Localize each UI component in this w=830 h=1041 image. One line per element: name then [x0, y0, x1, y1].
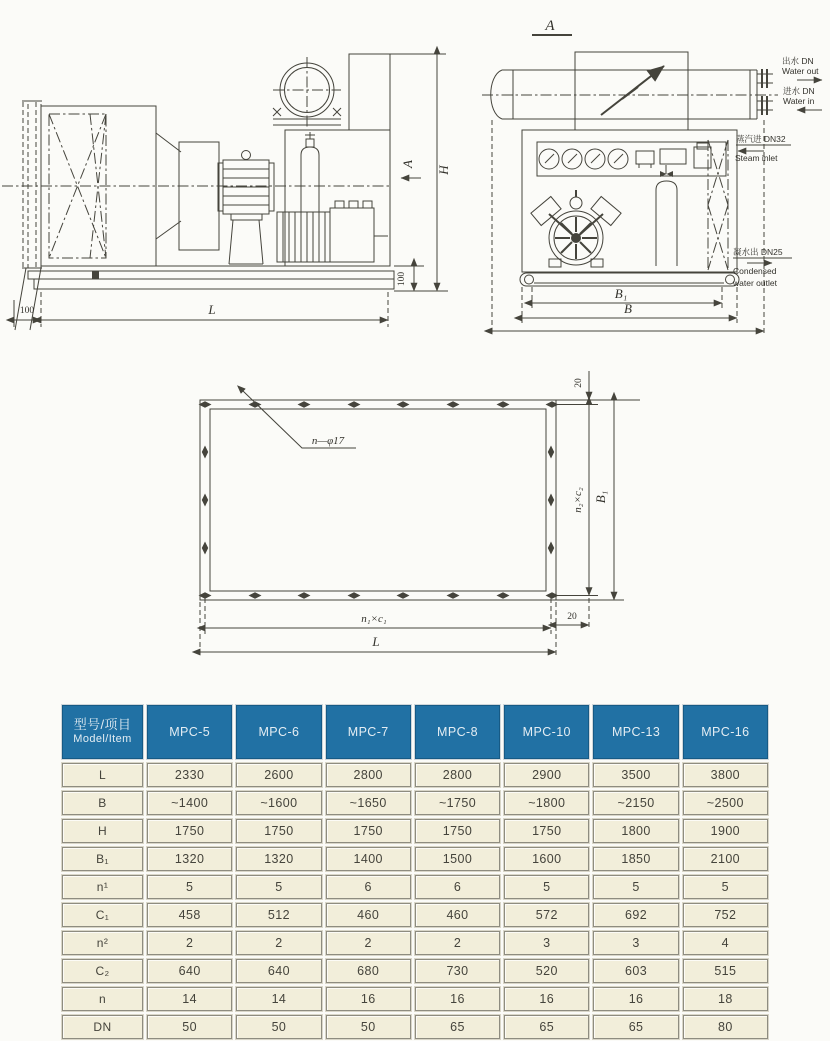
- table-cell: 515: [683, 959, 768, 983]
- table-cell: 1750: [236, 819, 321, 843]
- dim-20-top-label: 20: [574, 378, 584, 388]
- table-cell: 3: [504, 931, 589, 955]
- dimension-L-flange: [200, 602, 556, 658]
- table-cell: 5: [236, 875, 321, 899]
- row-label: C₁: [62, 903, 143, 927]
- dim-n1c1-label: n₁×c₁: [361, 613, 387, 625]
- table-cell: 6: [415, 875, 500, 899]
- table-cell: ~2500: [683, 791, 768, 815]
- table-cell: 680: [326, 959, 411, 983]
- row-label: L: [62, 763, 143, 787]
- table-cell: 1400: [326, 847, 411, 871]
- air-inlet-louver: [15, 101, 42, 330]
- table-cell: ~2150: [593, 791, 678, 815]
- table-cell: 3: [593, 931, 678, 955]
- condensate-cn: 凝水出 DN25: [733, 247, 783, 257]
- table-cell: ~1600: [236, 791, 321, 815]
- table-cell: 1500: [415, 847, 500, 871]
- fan-housing: [179, 142, 219, 250]
- dim-B1-flange-label: B₁: [593, 490, 608, 504]
- table-cell: 65: [593, 1015, 678, 1039]
- table-cell: 752: [683, 903, 768, 927]
- table-cell: ~1650: [326, 791, 411, 815]
- dimension-20-top: [556, 371, 640, 405]
- table-cell: 640: [147, 959, 232, 983]
- instrument-box: [636, 151, 654, 168]
- dimension-100-right: [394, 266, 424, 291]
- column-header: MPC-10: [504, 705, 589, 759]
- table-cell: 16: [593, 987, 678, 1011]
- table-cell: 1900: [683, 819, 768, 843]
- view-A-label: A: [545, 18, 555, 34]
- steam-inlet-en: Steam inlet: [735, 153, 778, 163]
- row-label: C₂: [62, 959, 143, 983]
- gauge-panel: [537, 142, 726, 176]
- corner-label-cn: 型号/项目: [73, 717, 132, 732]
- label-condensate-outlet: [732, 247, 792, 288]
- table-cell: ~1800: [504, 791, 589, 815]
- table-cell: 5: [504, 875, 589, 899]
- table-cell: 1320: [236, 847, 321, 871]
- table-cell: 572: [504, 903, 589, 927]
- row-label: n²: [62, 931, 143, 955]
- table-cell: 50: [326, 1015, 411, 1039]
- base-frame: [28, 266, 394, 289]
- dim-n2c2-label: n₂×c₂: [572, 487, 584, 513]
- side-view-drawing: [2, 54, 451, 330]
- column-header: MPC-13: [593, 705, 678, 759]
- table-cell: 2100: [683, 847, 768, 871]
- table-cell: 1600: [504, 847, 589, 871]
- table-cell: 730: [415, 959, 500, 983]
- table-cell: ~1400: [147, 791, 232, 815]
- column-header: MPC-8: [415, 705, 500, 759]
- table-cell: 1750: [326, 819, 411, 843]
- motor: [218, 151, 274, 265]
- table-cell: 2: [415, 931, 500, 955]
- table-cell: 50: [147, 1015, 232, 1039]
- base-channel: [520, 273, 739, 286]
- dimension-B-front: [522, 287, 737, 323]
- section-arrow-A: [400, 160, 421, 178]
- dim-100-left-label: 100: [19, 306, 35, 316]
- dim-B-label: B: [624, 301, 632, 316]
- table-cell: 1750: [504, 819, 589, 843]
- compressor-front: [531, 190, 621, 267]
- dimension-L-side: [41, 292, 388, 327]
- dimension-n2c2: [556, 405, 598, 596]
- upper-duct: [349, 54, 390, 130]
- table-cell: ~1750: [415, 791, 500, 815]
- vertical-tank: [301, 132, 319, 262]
- instrument-box: [660, 149, 686, 164]
- front-view-drawing: [482, 18, 822, 336]
- water-out-cn: 出水 DN: [782, 56, 814, 66]
- table-cell: 458: [147, 903, 232, 927]
- dim-100-right-label: 100: [397, 271, 407, 287]
- table-cell: 1850: [593, 847, 678, 871]
- table-cell: 16: [504, 987, 589, 1011]
- row-label: n¹: [62, 875, 143, 899]
- table-cell: 1750: [415, 819, 500, 843]
- view-label-A: [532, 18, 572, 35]
- table-cell: 2800: [415, 763, 500, 787]
- table-cell: 5: [147, 875, 232, 899]
- label-steam-inlet: [735, 134, 791, 163]
- table-cell: 50: [236, 1015, 321, 1039]
- row-label: n: [62, 987, 143, 1011]
- row-label: B: [62, 791, 143, 815]
- label-water-out: [782, 56, 822, 80]
- dimension-H: [390, 54, 451, 291]
- row-label: B₁: [62, 847, 143, 871]
- cooling-coil: [49, 114, 106, 258]
- flange-plate-drawing: [199, 371, 641, 658]
- condensate-en1: Condensed: [733, 266, 777, 276]
- section-A-label: A: [400, 160, 415, 168]
- table-cell: 4: [683, 931, 768, 955]
- table-cell: 2: [147, 931, 232, 955]
- table-cell: 1800: [593, 819, 678, 843]
- table-cell: 3500: [593, 763, 678, 787]
- table-cell: 16: [326, 987, 411, 1011]
- column-header: MPC-7: [326, 705, 411, 759]
- table-cell: 520: [504, 959, 589, 983]
- dim-L-flange-label: L: [372, 634, 380, 649]
- spec-table: [62, 705, 768, 1039]
- table-cell: 2330: [147, 763, 232, 787]
- table-cell: 512: [236, 903, 321, 927]
- table-cell: 5: [683, 875, 768, 899]
- belt-guard: [575, 52, 688, 130]
- table-cell: 14: [236, 987, 321, 1011]
- table-cell: 1750: [147, 819, 232, 843]
- table-cell: 2: [326, 931, 411, 955]
- dim-L-label: L: [208, 302, 216, 317]
- table-cell: 6: [326, 875, 411, 899]
- water-nozzles: [757, 69, 773, 115]
- flange-inner-edge: [210, 409, 546, 591]
- water-out-en: Water out: [782, 66, 819, 76]
- condensate-en2: water outlet: [733, 278, 777, 288]
- table-cell: 692: [593, 903, 678, 927]
- table-cell: 18: [683, 987, 768, 1011]
- pipe-flange: [273, 57, 341, 127]
- dim-H-label: H: [436, 165, 451, 175]
- table-cell: 2900: [504, 763, 589, 787]
- table-cell: 65: [415, 1015, 500, 1039]
- corner-label-en: Model/Item: [73, 733, 132, 746]
- table-cell: 16: [415, 987, 500, 1011]
- table-cell: 65: [504, 1015, 589, 1039]
- water-in-cn: 进水 DN: [783, 86, 815, 96]
- row-label: DN: [62, 1015, 143, 1039]
- dimension-20-bottom: [556, 598, 589, 630]
- receiver-tank: [656, 165, 677, 266]
- table-cell: 2: [236, 931, 321, 955]
- steam-inlet-cn: 蒸汽进 DN32: [736, 134, 786, 144]
- water-in-en: Water in: [783, 96, 815, 106]
- compressor-side: [330, 201, 388, 262]
- table-cell: 2600: [236, 763, 321, 787]
- label-water-in: [783, 86, 822, 110]
- dim-20-bottom-label: 20: [567, 612, 577, 622]
- flange-outer-edge: [200, 400, 556, 600]
- table-cell: 603: [593, 959, 678, 983]
- table-cell: 5: [593, 875, 678, 899]
- column-header: MPC-16: [683, 705, 768, 759]
- dim-B1-label: B₁: [614, 286, 628, 301]
- table-cell: 14: [147, 987, 232, 1011]
- bolt-holes: [199, 401, 559, 598]
- table-cell: 640: [236, 959, 321, 983]
- dimension-n1c1: [205, 598, 551, 634]
- row-label: H: [62, 819, 143, 843]
- table-corner-header: [62, 705, 143, 759]
- table-cell: 80: [683, 1015, 768, 1039]
- table-cell: 1320: [147, 847, 232, 871]
- table-cell: 3800: [683, 763, 768, 787]
- table-cell: 460: [326, 903, 411, 927]
- table-cell: 2800: [326, 763, 411, 787]
- column-header: MPC-6: [236, 705, 321, 759]
- table-cell: 460: [415, 903, 500, 927]
- column-header: MPC-5: [147, 705, 232, 759]
- dimension-B1-flange: [556, 400, 624, 600]
- holes-callout-label: n—φ17: [311, 435, 345, 447]
